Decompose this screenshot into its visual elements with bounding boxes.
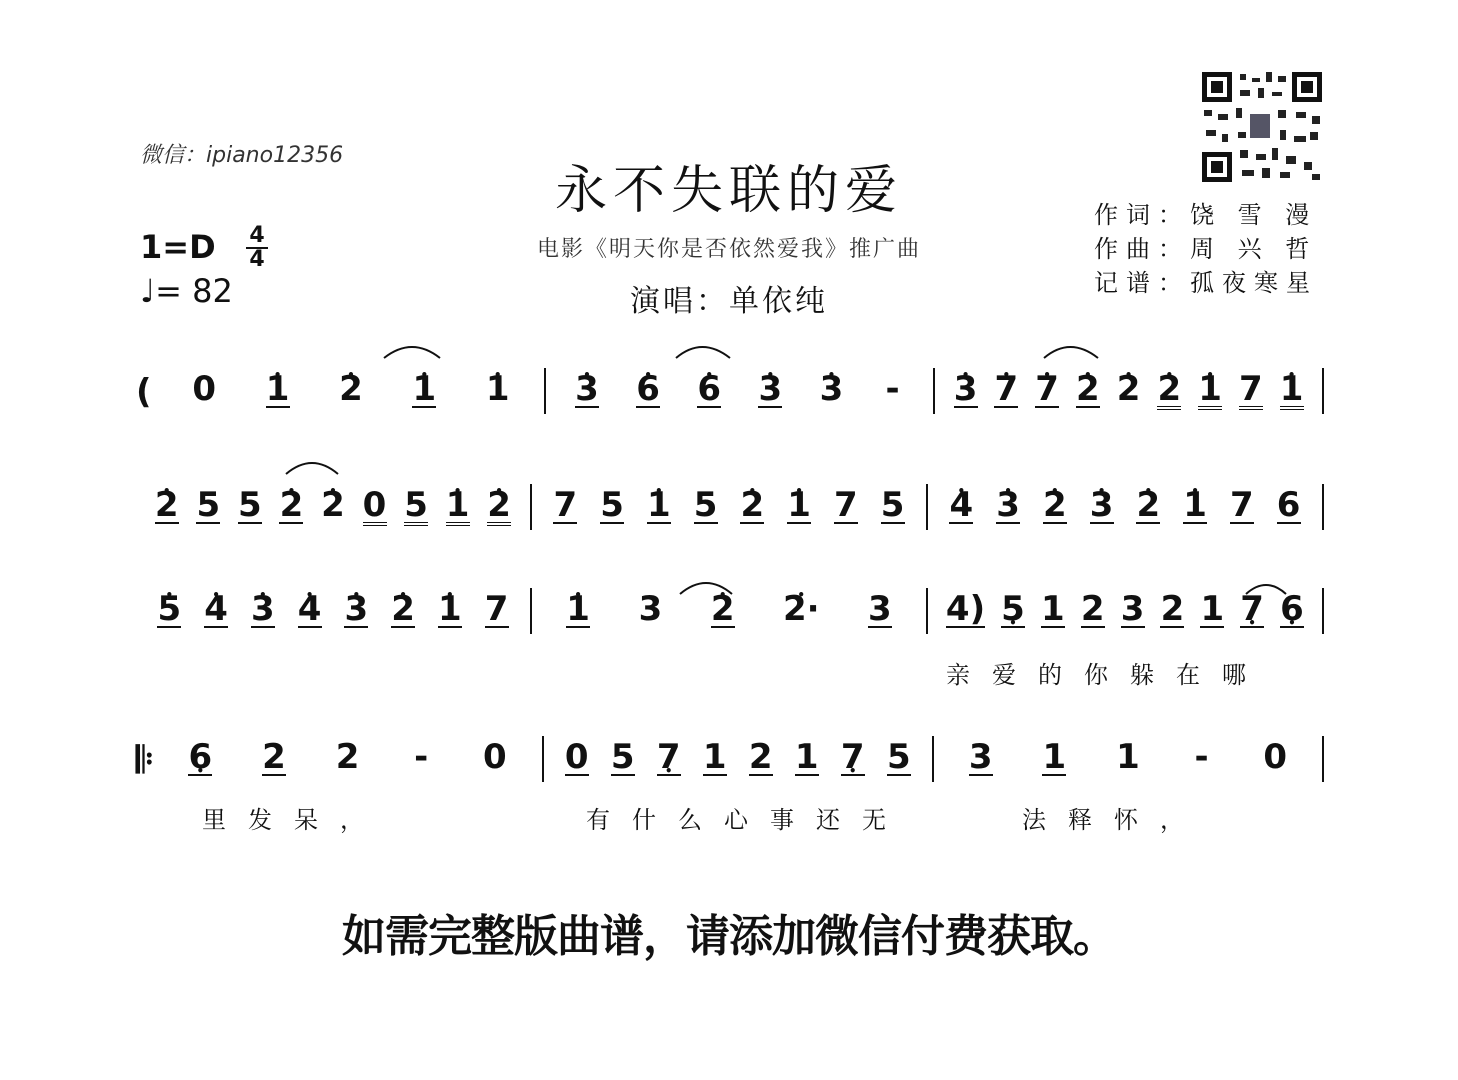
note: 1 [1041,589,1065,629]
note: • 3 [575,372,599,408]
note: • 1 [647,488,671,524]
note: 5 [610,737,635,777]
tie [286,463,338,474]
note: 1 [1116,737,1140,777]
note: • 1 [1280,372,1304,410]
score-row [136,369,1324,432]
note: • 2 [1136,488,1160,524]
note: • 3 [251,592,275,628]
note: • 2 [1117,372,1141,406]
note: 7 [834,485,858,525]
note: • 2 [487,488,511,526]
score-row [136,589,1324,652]
measure [532,589,926,629]
measure [136,485,530,526]
note: 1 [1200,589,1225,629]
wechat-id: 微信：ipiano12356 [140,143,344,168]
note: 7 [553,485,578,525]
paywall-notice: 如需完整版曲谱，请添加微信付费获取。 [342,911,1116,962]
note: 5 • [1001,592,1025,628]
note: 7 • [841,740,865,776]
note: 5 [886,737,911,777]
song-subtitle: 电影《明天你是否依然爱我》推广曲 [536,237,921,262]
note: • 2 [711,592,735,628]
credits [1094,198,1318,300]
note: 1 [702,737,727,777]
note: 0 [362,485,387,525]
lyrics-line-4a: 里发呆， [202,806,386,834]
note: 7 [1238,369,1263,409]
note: • 6 [636,372,660,408]
note: 6 • [1280,592,1304,628]
singer: 演唱：单依纯 [630,284,828,319]
note: 5 [404,485,428,525]
note: • 7 [1035,372,1059,408]
time-top: 4 [249,223,265,248]
note: • 7 [994,372,1018,408]
barline [1322,484,1324,530]
note: 1 [1042,737,1067,777]
composer: 作曲：周 兴 哲 [1094,235,1318,263]
note: 5 [693,485,718,525]
note: • 3 [1090,488,1114,524]
tie [676,347,730,358]
note: • 2 [279,488,303,524]
note: 6 [1276,485,1301,525]
note: • 2 [1157,372,1181,410]
note: • 2 [1043,488,1067,524]
note: • 2 [391,592,415,628]
note: • 2 [155,488,179,524]
note: 7 • [1240,592,1264,628]
lyrics-line-4b: 有什么心事还无 [586,806,908,834]
note: 2 [1160,589,1185,629]
measure [544,737,932,777]
note: • 6 [697,372,721,408]
time-signature [246,223,268,272]
measure [158,369,545,409]
note: • 1 [446,488,470,526]
note: • 1 [787,488,811,524]
note: • 1 [438,592,462,628]
note: 2 [335,737,360,777]
note: • 1 [266,372,290,408]
note: • 1 [566,592,590,628]
tie [1044,347,1098,358]
open-paren: ( [136,372,152,412]
note: 2 [262,737,286,777]
note: 7 [484,589,509,629]
qr-code-icon [1200,70,1324,184]
note: 5 [238,485,262,525]
note: 7 • [657,740,681,776]
measure [546,369,933,409]
note: 3 [1120,589,1145,629]
note: 3 [638,589,663,629]
measure [136,589,530,629]
note: • 1 [1183,488,1207,524]
transcriber: 记谱：孤夜寒星 [1094,269,1318,297]
note: • 2· [783,592,820,626]
song-title: 永不失联的爱 [554,161,903,221]
note: 0 [564,737,589,777]
note: • 5 [157,592,181,628]
note: • 3 [344,592,368,628]
measure [928,485,1322,525]
lyricist: 作词：饶 雪 漫 [1094,201,1318,229]
score-row [136,737,1324,800]
dash: - [1194,737,1209,777]
note: • 4 [204,592,228,628]
dash: - [414,737,429,777]
note: • 2 [321,488,345,522]
score-row [136,485,1324,548]
note: • 1 [486,372,510,406]
tie [384,347,440,358]
measure [532,485,926,525]
note: • 3 [758,372,782,408]
note: • 2 [740,488,764,524]
note: 2 [748,737,773,777]
note: 2 [1080,589,1105,629]
tempo: ♩= 82 [140,272,233,310]
note: • 3 [996,488,1020,524]
key-signature: 1=D [140,228,216,266]
measure [934,737,1322,777]
repeat-sign: 𝄆 [136,740,154,781]
note: 4) [945,589,986,629]
note: 0 [1263,737,1287,777]
measure [935,369,1322,410]
note: 6 • [188,740,212,776]
dash: - [885,369,900,409]
measure [154,737,542,777]
note: • 1 [412,372,436,408]
barline [1322,736,1324,782]
note: 0 [482,737,507,777]
lyrics-line-3: 亲爱的你躲在哪 [946,661,1268,689]
note: • 3 [819,372,843,406]
note: 3 [868,589,892,629]
note: 5 [880,485,905,525]
note: • 4 [298,592,322,628]
note: 1 [794,737,819,777]
measure [928,589,1322,629]
note: • 3 [954,372,978,408]
note: • 1 [1198,372,1222,410]
note: • 2 [339,372,363,406]
lyrics-line-4c: 法释怀， [1022,806,1206,834]
note: 5 [196,485,221,525]
barline [1322,368,1324,414]
barline [1322,588,1324,634]
note: • 2 [1076,372,1100,408]
note: • 4 [949,488,973,524]
note: 5 [600,485,624,525]
note: 0 [192,369,217,409]
time-bottom: 4 [249,247,265,272]
note: 3 [968,737,993,777]
note: 7 [1230,485,1254,525]
